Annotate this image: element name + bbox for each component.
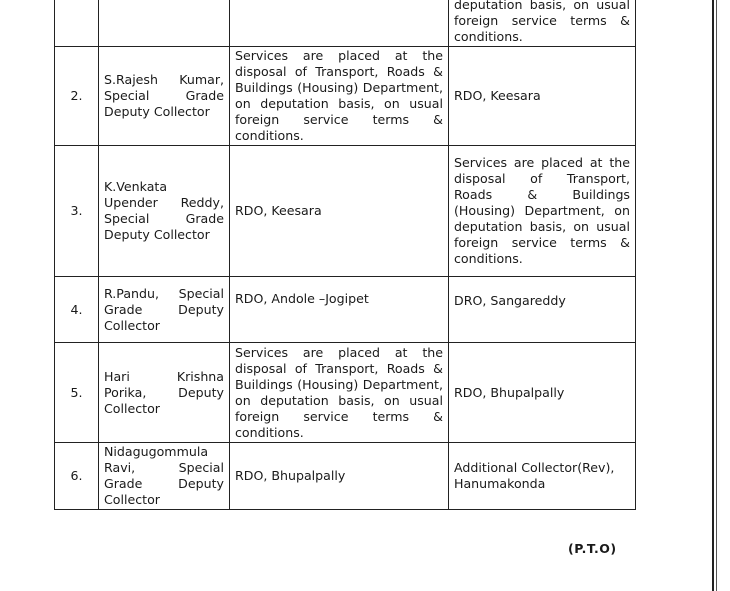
serial-number-cell: 4. (55, 277, 99, 343)
page-turn-over-note: (P.T.O) (568, 541, 617, 556)
scan-page-edge (712, 0, 714, 591)
officer-name-cell: S.Rajesh Kumar, Special Grade Deputy Collector (99, 47, 230, 146)
officer-name-cell: K.Venkata Upender Reddy, Special Grade Deputy Collector (99, 146, 230, 277)
present-posting-cell: Services are placed at the disposal of Transport, Roads & Buildings (Housing) Department, on deputation basis, on usual foreign service terms & conditions. (230, 47, 449, 146)
table-row (55, 47, 636, 146)
officer-name-cell (99, 0, 230, 47)
present-posting-cell: RDO, Keesara (230, 146, 449, 277)
new-posting-cell: RDO, Bhupalpally (449, 343, 636, 443)
new-posting-cell: Services are placed at the disposal of Transport, Roads & Buildings (Housing) Department, on deputation basis, on usual foreign service terms & conditions. (449, 146, 636, 277)
serial-number-cell: 5. (55, 343, 99, 443)
present-posting-cell: RDO, Bhupalpally (230, 443, 449, 510)
officer-name-cell: R.Pandu, Special Grade Deputy Collector (99, 277, 230, 343)
serial-number-cell: 3. (55, 146, 99, 277)
table-row (55, 0, 636, 47)
new-posting-cell: DRO, Sangareddy (449, 277, 636, 343)
officer-name-cell: Hari Krishna Porika, Deputy Collector (99, 343, 230, 443)
serial-number-cell (55, 0, 99, 47)
table-row (55, 443, 636, 510)
new-posting-cell: Additional Collector(Rev), Hanumakonda (449, 443, 636, 510)
present-posting-cell (230, 0, 449, 47)
new-posting-cell: RDO, Keesara (449, 47, 636, 146)
new-posting-cell: deputation basis, on usual foreign service terms & conditions. (449, 0, 636, 47)
posting-orders-table (54, 0, 636, 510)
serial-number-cell: 6. (55, 443, 99, 510)
present-posting-cell: Services are placed at the disposal of Transport, Roads & Buildings (Housing) Department, on deputation basis, on usual foreign service terms & conditions. (230, 343, 449, 443)
officer-name-cell: Nidagugommula Ravi, Special Grade Deputy Collector (99, 443, 230, 510)
present-posting-cell: RDO, Andole –Jogipet (230, 277, 449, 343)
table-row (55, 146, 636, 277)
serial-number-cell: 2. (55, 47, 99, 146)
scan-page-edge-shadow (716, 0, 717, 591)
table-row (55, 277, 636, 343)
table-row (55, 343, 636, 443)
